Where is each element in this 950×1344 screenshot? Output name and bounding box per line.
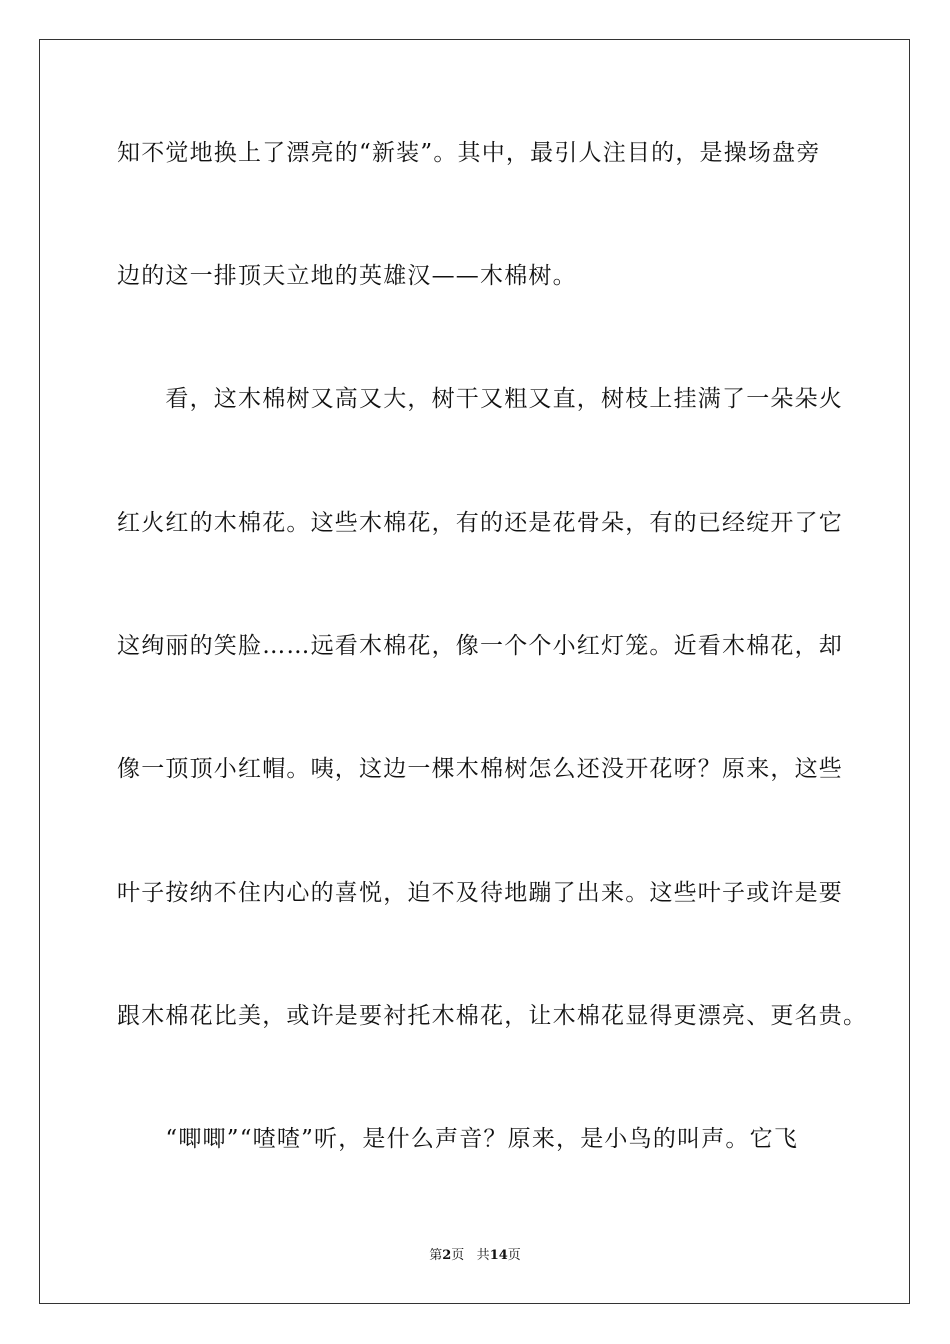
- current-page-number: 2: [442, 1248, 452, 1263]
- text-line-2: 边的这一排顶天立地的英雄汉——木棉树。: [117, 263, 577, 289]
- footer-total-prefix: 共: [476, 1248, 490, 1263]
- total-page-count: 14: [489, 1248, 508, 1263]
- footer-prefix: 第: [429, 1248, 443, 1263]
- text-line-6: 像一顶顶小红帽。咦，这边一棵木棉树怎么还没开花呀？原来，这些: [117, 756, 843, 782]
- footer-page-suffix: 页: [451, 1248, 465, 1263]
- page-border: [39, 39, 910, 1304]
- page-footer: [0, 1248, 950, 1264]
- text-line-5: 这绚丽的笑脸……远看木棉花，像一个个小红灯笼。近看木棉花，却: [117, 633, 843, 659]
- text-line-9: “唧唧”“喳喳”听，是什么声音？原来，是小鸟的叫声。它飞: [117, 1126, 799, 1152]
- text-line-1: 知不觉地换上了漂亮的“新装”。其中，最引人注目的，是操场盘旁: [117, 140, 821, 166]
- text-line-4: 红火红的木棉花。这些木棉花，有的还是花骨朵，有的已经绽开了它: [117, 510, 843, 536]
- footer-total-suffix: 页: [507, 1248, 521, 1263]
- text-line-3: 看，这木棉树又高又大，树干又粗又直，树枝上挂满了一朵朵火: [117, 386, 843, 412]
- text-line-8: 跟木棉花比美，或许是要衬托木棉花，让木棉花显得更漂亮、更名贵。: [117, 1003, 868, 1029]
- text-line-7: 叶子按纳不住内心的喜悦，迫不及待地蹦了出来。这些叶子或许是要: [117, 880, 843, 906]
